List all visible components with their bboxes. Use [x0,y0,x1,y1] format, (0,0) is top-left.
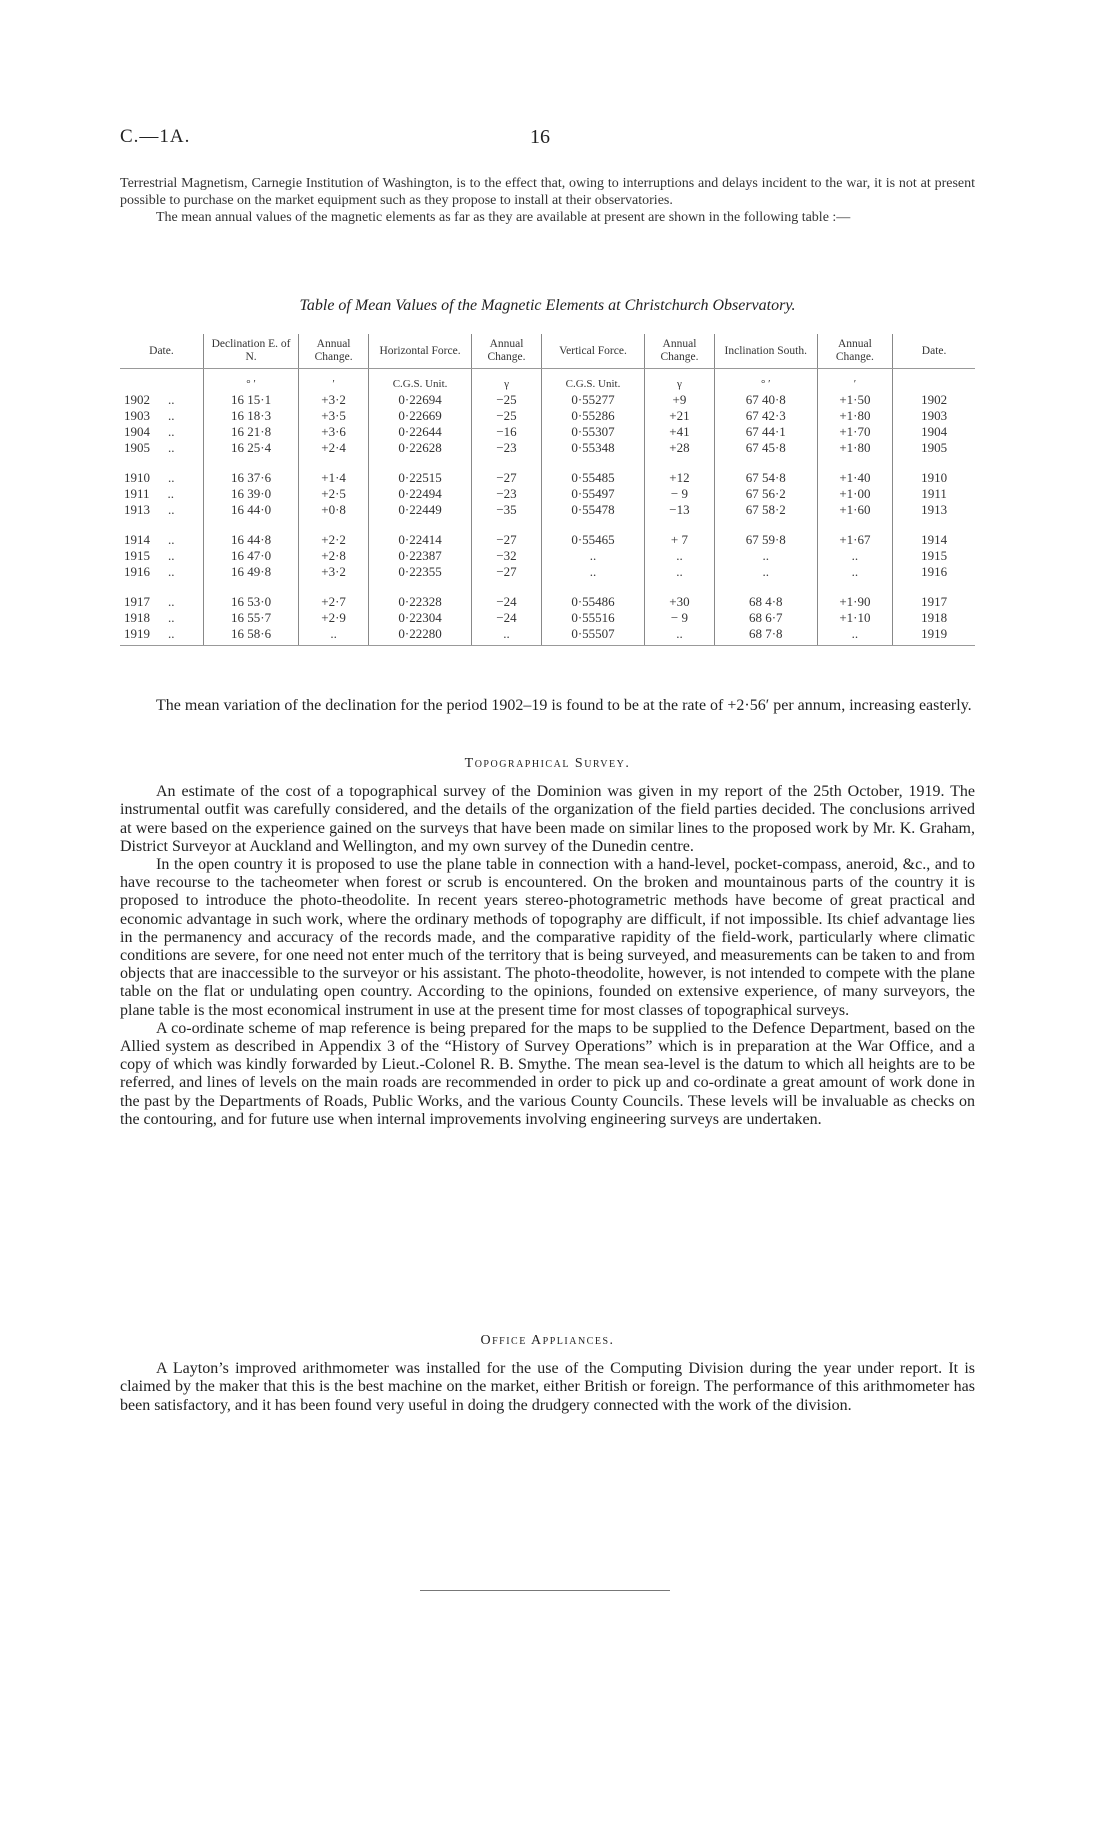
cell-annual-change-3: .. [645,626,715,646]
cell-annual-change-4: .. [817,564,893,580]
cell-annual-change-1: +3·2 [299,392,369,408]
cell-annual-change-3: +41 [645,424,715,440]
cell-declination: 16 18·3 [203,408,298,424]
topographical-paragraph-2: In the open country it is proposed to use the plane table in connection with a hand-level, pocket-compass, aneroid, &c., and to have recourse to the tacheometer when forest or scrub is encountered. On the broken and mountainous parts of the country it is proposed to introduce the photo-theodolite. In recent years stereo-photogrametric methods have become of great practical and economic advantage in such work, where the ordinary methods of topography are difficult, if not impossible. Its chief advantage lies in the permanency and accuracy of the records made, and the comparative rapidity of the field-work, particularly where climatic conditions are severe, for one need not enter much of the territory that is being surveyed, and measurements can be taken to and from objects that are inaccessible to the surveyor or his assistant. The photo-theodolite, however, is not intended to compete with the plane table on the flat or undulating open country. According to the opinions, founded on extensive experience, of many surveyors, the plane table is the most economical instrument in use at the present time for most classes of topographical surveys. [120,856,975,1019]
cell-declination: 16 44·8 [203,532,298,548]
cell-annual-change-2: −27 [472,470,542,486]
cell-vertical-force: 0·55307 [541,424,644,440]
declination-variation-paragraph: The mean variation of the declination for the period 1902–19 is found to be at the rate of +2·56′ per annum, increasing easterly. [156,697,972,714]
cell-vertical-force: 0·55465 [541,532,644,548]
cell-declination: 16 39·0 [203,486,298,502]
office-appliances-section [120,1332,975,1415]
group-spacer [120,580,975,594]
year-label: 1904 [124,424,150,439]
topographical-paragraph-3: A co-ordinate scheme of map reference is being prepared for the maps to be supplied to the Defence Department, based on the Allied system as described in Appendix 3 of the “History of Survey Operations” which is in preparation at the War Office, and a copy of which was kindly forwarded by Lieut.-Colonel R. B. Smythe. The mean sea-level is the datum to which all heights are to be referred, and lines of levels on the main roads are recommended in order to pick up and co-ordinate a great amount of work done in the past by the Departments of Roads, Public Works, and the various County Councils. These levels will be invaluable as checks on the contouring, and for future use when internal improvements involving engineering surveys are undertaken. [120,1019,975,1128]
cell-inclination: 67 44·1 [714,424,817,440]
leader-dots: .. [168,564,175,579]
intro-paragraph-2: The mean annual values of the magnetic elements as far as they are available at present are shown in the following table :— [156,210,851,225]
col-header-annual-change-1: Annual Change. [299,334,369,369]
table-caption: Table of Mean Values of the Magnetic Elements at Christchurch Observatory. [299,297,796,314]
cell-annual-change-4: +1·10 [817,610,893,626]
year-label: 1911 [124,486,150,501]
leader-dots: .. [168,424,175,439]
cell-year-2: 1902 [893,392,975,408]
leader-dots: .. [168,594,175,609]
cell-year-2: 1903 [893,408,975,424]
cell-year-2: 1911 [893,486,975,502]
table-row [120,626,975,646]
unit-annual-change-3: γ [645,369,715,393]
leader-dots: .. [168,626,175,641]
cell-vertical-force: .. [541,548,644,564]
year-label: 1905 [124,440,150,455]
table-header-row [120,334,975,369]
col-header-declination: Declination E. of N. [203,334,298,369]
cell-year [120,594,203,610]
cell-horizontal-force: 0·22494 [368,486,471,502]
cell-declination: 16 15·1 [203,392,298,408]
cell-vertical-force: 0·55478 [541,502,644,518]
cell-annual-change-1: +2·4 [299,440,369,456]
cell-declination: 16 37·6 [203,470,298,486]
cell-year [120,548,203,564]
cell-declination: 16 44·0 [203,502,298,518]
cell-inclination: 68 4·8 [714,594,817,610]
cell-annual-change-4: .. [817,626,893,646]
cell-horizontal-force: 0·22669 [368,408,471,424]
cell-annual-change-2: −16 [472,424,542,440]
cell-vertical-force: 0·55277 [541,392,644,408]
cell-annual-change-3: +21 [645,408,715,424]
cell-horizontal-force: 0·22628 [368,440,471,456]
leader-dots: .. [168,408,175,423]
col-header-horizontal-force: Horizontal Force. [368,334,471,369]
year-label: 1902 [124,392,150,407]
year-label: 1915 [124,548,150,563]
unit-declination: ° ′ [203,369,298,393]
year-label: 1918 [124,610,150,625]
table-row [120,502,975,518]
cell-horizontal-force: 0·22387 [368,548,471,564]
cell-annual-change-1: +3·2 [299,564,369,580]
cell-declination: 16 55·7 [203,610,298,626]
cell-annual-change-4: +1·50 [817,392,893,408]
cell-year [120,392,203,408]
cell-annual-change-3: +28 [645,440,715,456]
section-heading-topographical-survey: Topographical Survey. [464,756,631,771]
leader-dots: .. [168,548,175,563]
cell-year-2: 1916 [893,564,975,580]
cell-vertical-force: 0·55497 [541,486,644,502]
cell-inclination: 68 6·7 [714,610,817,626]
cell-annual-change-3: +30 [645,594,715,610]
col-header-inclination: Inclination South. [714,334,817,369]
cell-annual-change-4: +1·00 [817,486,893,502]
cell-year [120,424,203,440]
cell-annual-change-4: +1·67 [817,532,893,548]
year-label: 1914 [124,532,150,547]
cell-annual-change-4: +1·70 [817,424,893,440]
cell-declination: 16 58·6 [203,626,298,646]
leader-dots: .. [168,532,175,547]
cell-year [120,440,203,456]
cell-horizontal-force: 0·22515 [368,470,471,486]
cell-annual-change-2: −23 [472,486,542,502]
table-row [120,408,975,424]
cell-year [120,610,203,626]
col-header-date: Date. [120,334,203,369]
cell-vertical-force: 0·55286 [541,408,644,424]
cell-annual-change-2: .. [472,626,542,646]
intro-section [120,175,975,226]
cell-year-2: 1919 [893,626,975,646]
cell-annual-change-1: +0·8 [299,502,369,518]
cell-annual-change-1: +2·8 [299,548,369,564]
cell-annual-change-2: −35 [472,502,542,518]
cell-annual-change-4: +1·80 [817,408,893,424]
cell-annual-change-4: +1·60 [817,502,893,518]
cell-year [120,486,203,502]
leader-dots: .. [168,502,175,517]
table-row [120,594,975,610]
cell-inclination: 67 54·8 [714,470,817,486]
table-row [120,486,975,502]
year-label: 1910 [124,470,150,485]
units-row [120,369,975,393]
document-reference: C.—1A. [120,126,191,147]
col-header-annual-change-3: Annual Change. [645,334,715,369]
cell-horizontal-force: 0·22328 [368,594,471,610]
cell-year [120,532,203,548]
magnetic-elements-table [120,334,975,646]
year-label: 1913 [124,502,150,517]
col-header-annual-change-2: Annual Change. [472,334,542,369]
cell-declination: 16 25·4 [203,440,298,456]
cell-vertical-force: 0·55348 [541,440,644,456]
leader-dots: .. [168,440,175,455]
cell-declination: 16 47·0 [203,548,298,564]
cell-annual-change-2: −25 [472,408,542,424]
cell-annual-change-3: − 9 [645,486,715,502]
cell-annual-change-1: +3·5 [299,408,369,424]
cell-year [120,564,203,580]
cell-year-2: 1904 [893,424,975,440]
cell-inclination: 67 45·8 [714,440,817,456]
cell-annual-change-2: −32 [472,548,542,564]
cell-annual-change-1: +2·9 [299,610,369,626]
cell-inclination: 67 59·8 [714,532,817,548]
table-row [120,564,975,580]
cell-annual-change-1: +1·4 [299,470,369,486]
cell-vertical-force: 0·55485 [541,470,644,486]
cell-annual-change-2: −24 [472,610,542,626]
cell-inclination: .. [714,548,817,564]
leader-dots: .. [167,486,175,501]
table-row [120,440,975,456]
section-heading-office-appliances: Office Appliances. [480,1333,615,1348]
cell-year-2: 1913 [893,502,975,518]
cell-declination: 16 21·8 [203,424,298,440]
cell-annual-change-1: .. [299,626,369,646]
cell-annual-change-3: .. [645,564,715,580]
cell-annual-change-1: +2·7 [299,594,369,610]
cell-annual-change-3: +12 [645,470,715,486]
group-spacer [120,456,975,470]
cell-annual-change-1: +2·2 [299,532,369,548]
table-row [120,532,975,548]
cell-year [120,626,203,646]
cell-year [120,502,203,518]
cell-horizontal-force: 0·22644 [368,424,471,440]
leader-dots: .. [168,392,175,407]
year-label: 1903 [124,408,150,423]
table-row [120,610,975,626]
unit-annual-change-2: γ [472,369,542,393]
page-header [120,126,975,156]
cell-horizontal-force: 0·22304 [368,610,471,626]
unit-annual-change-4: ′ [817,369,893,393]
cell-annual-change-2: −23 [472,440,542,456]
cell-horizontal-force: 0·22694 [368,392,471,408]
cell-annual-change-3: − 9 [645,610,715,626]
col-header-annual-change-4: Annual Change. [817,334,893,369]
cell-annual-change-2: −25 [472,392,542,408]
cell-inclination: 67 56·2 [714,486,817,502]
leader-dots: .. [168,470,175,485]
unit-vertical-force: C.G.S. Unit. [541,369,644,393]
cell-annual-change-3: + 7 [645,532,715,548]
office-paragraph-1: A Layton’s improved arithmometer was installed for the use of the Computing Division during the year under report. It is claimed by the maker that this is the best machine on the market, either British or foreign. The performance of this arithmometer has been satisfactory, and it has been found very useful in doing the drudgery connected with the work of the division. [120,1360,975,1414]
closing-rule [420,1590,670,1591]
intro-paragraph-1: Terrestrial Magnetism, Carnegie Institution of Washington, is to the effect that, owing to interruptions and delays incident to the war, it is not at present possible to purchase on the market equipment such as they propose to install at their observatories. [120,176,975,208]
table-row [120,424,975,440]
cell-declination: 16 53·0 [203,594,298,610]
cell-annual-change-1: +3·6 [299,424,369,440]
cell-vertical-force: 0·55507 [541,626,644,646]
unit-inclination: ° ′ [714,369,817,393]
cell-vertical-force: 0·55486 [541,594,644,610]
cell-annual-change-2: −27 [472,564,542,580]
cell-year [120,408,203,424]
cell-horizontal-force: 0·22280 [368,626,471,646]
unit-annual-change-1: ′ [299,369,369,393]
cell-horizontal-force: 0·22414 [368,532,471,548]
unit-horizontal-force: C.G.S. Unit. [368,369,471,393]
table-row [120,470,975,486]
cell-annual-change-1: +2·5 [299,486,369,502]
cell-horizontal-force: 0·22449 [368,502,471,518]
cell-annual-change-4: +1·90 [817,594,893,610]
cell-inclination: 67 42·3 [714,408,817,424]
table-row [120,392,975,408]
cell-annual-change-3: −13 [645,502,715,518]
cell-vertical-force: .. [541,564,644,580]
year-label: 1916 [124,564,150,579]
cell-annual-change-2: −24 [472,594,542,610]
cell-annual-change-3: +9 [645,392,715,408]
group-spacer [120,518,975,532]
cell-vertical-force: 0·55516 [541,610,644,626]
cell-inclination: .. [714,564,817,580]
table-row [120,548,975,564]
cell-declination: 16 49·8 [203,564,298,580]
declination-variation-note [120,697,975,715]
cell-inclination: 68 7·8 [714,626,817,646]
cell-annual-change-4: .. [817,548,893,564]
leader-dots: .. [168,610,175,625]
cell-annual-change-4: +1·40 [817,470,893,486]
cell-annual-change-4: +1·80 [817,440,893,456]
col-header-date-2: Date. [893,334,975,369]
cell-annual-change-3: .. [645,548,715,564]
cell-year-2: 1905 [893,440,975,456]
cell-year-2: 1918 [893,610,975,626]
cell-year-2: 1915 [893,548,975,564]
cell-annual-change-2: −27 [472,532,542,548]
cell-year [120,470,203,486]
col-header-vertical-force: Vertical Force. [541,334,644,369]
cell-year-2: 1914 [893,532,975,548]
topographical-paragraph-1: An estimate of the cost of a topographical survey of the Dominion was given in my report of the 25th October, 1919. The instrumental outfit was carefully considered, and the details of the organization of the field parties decided. The conclusions arrived at were based on the experience gained on the surveys that have been made on similar lines to the proposed work by Mr. K. Graham, District Surveyor at Auckland and Wellington, and my own survey of the Dunedin centre. [120,783,975,855]
year-label: 1917 [124,594,150,609]
cell-inclination: 67 58·2 [714,502,817,518]
cell-year-2: 1910 [893,470,975,486]
cell-horizontal-force: 0·22355 [368,564,471,580]
topographical-survey-section [120,755,975,1129]
year-label: 1919 [124,626,150,641]
cell-year-2: 1917 [893,594,975,610]
page-number: 16 [530,126,550,148]
cell-inclination: 67 40·8 [714,392,817,408]
